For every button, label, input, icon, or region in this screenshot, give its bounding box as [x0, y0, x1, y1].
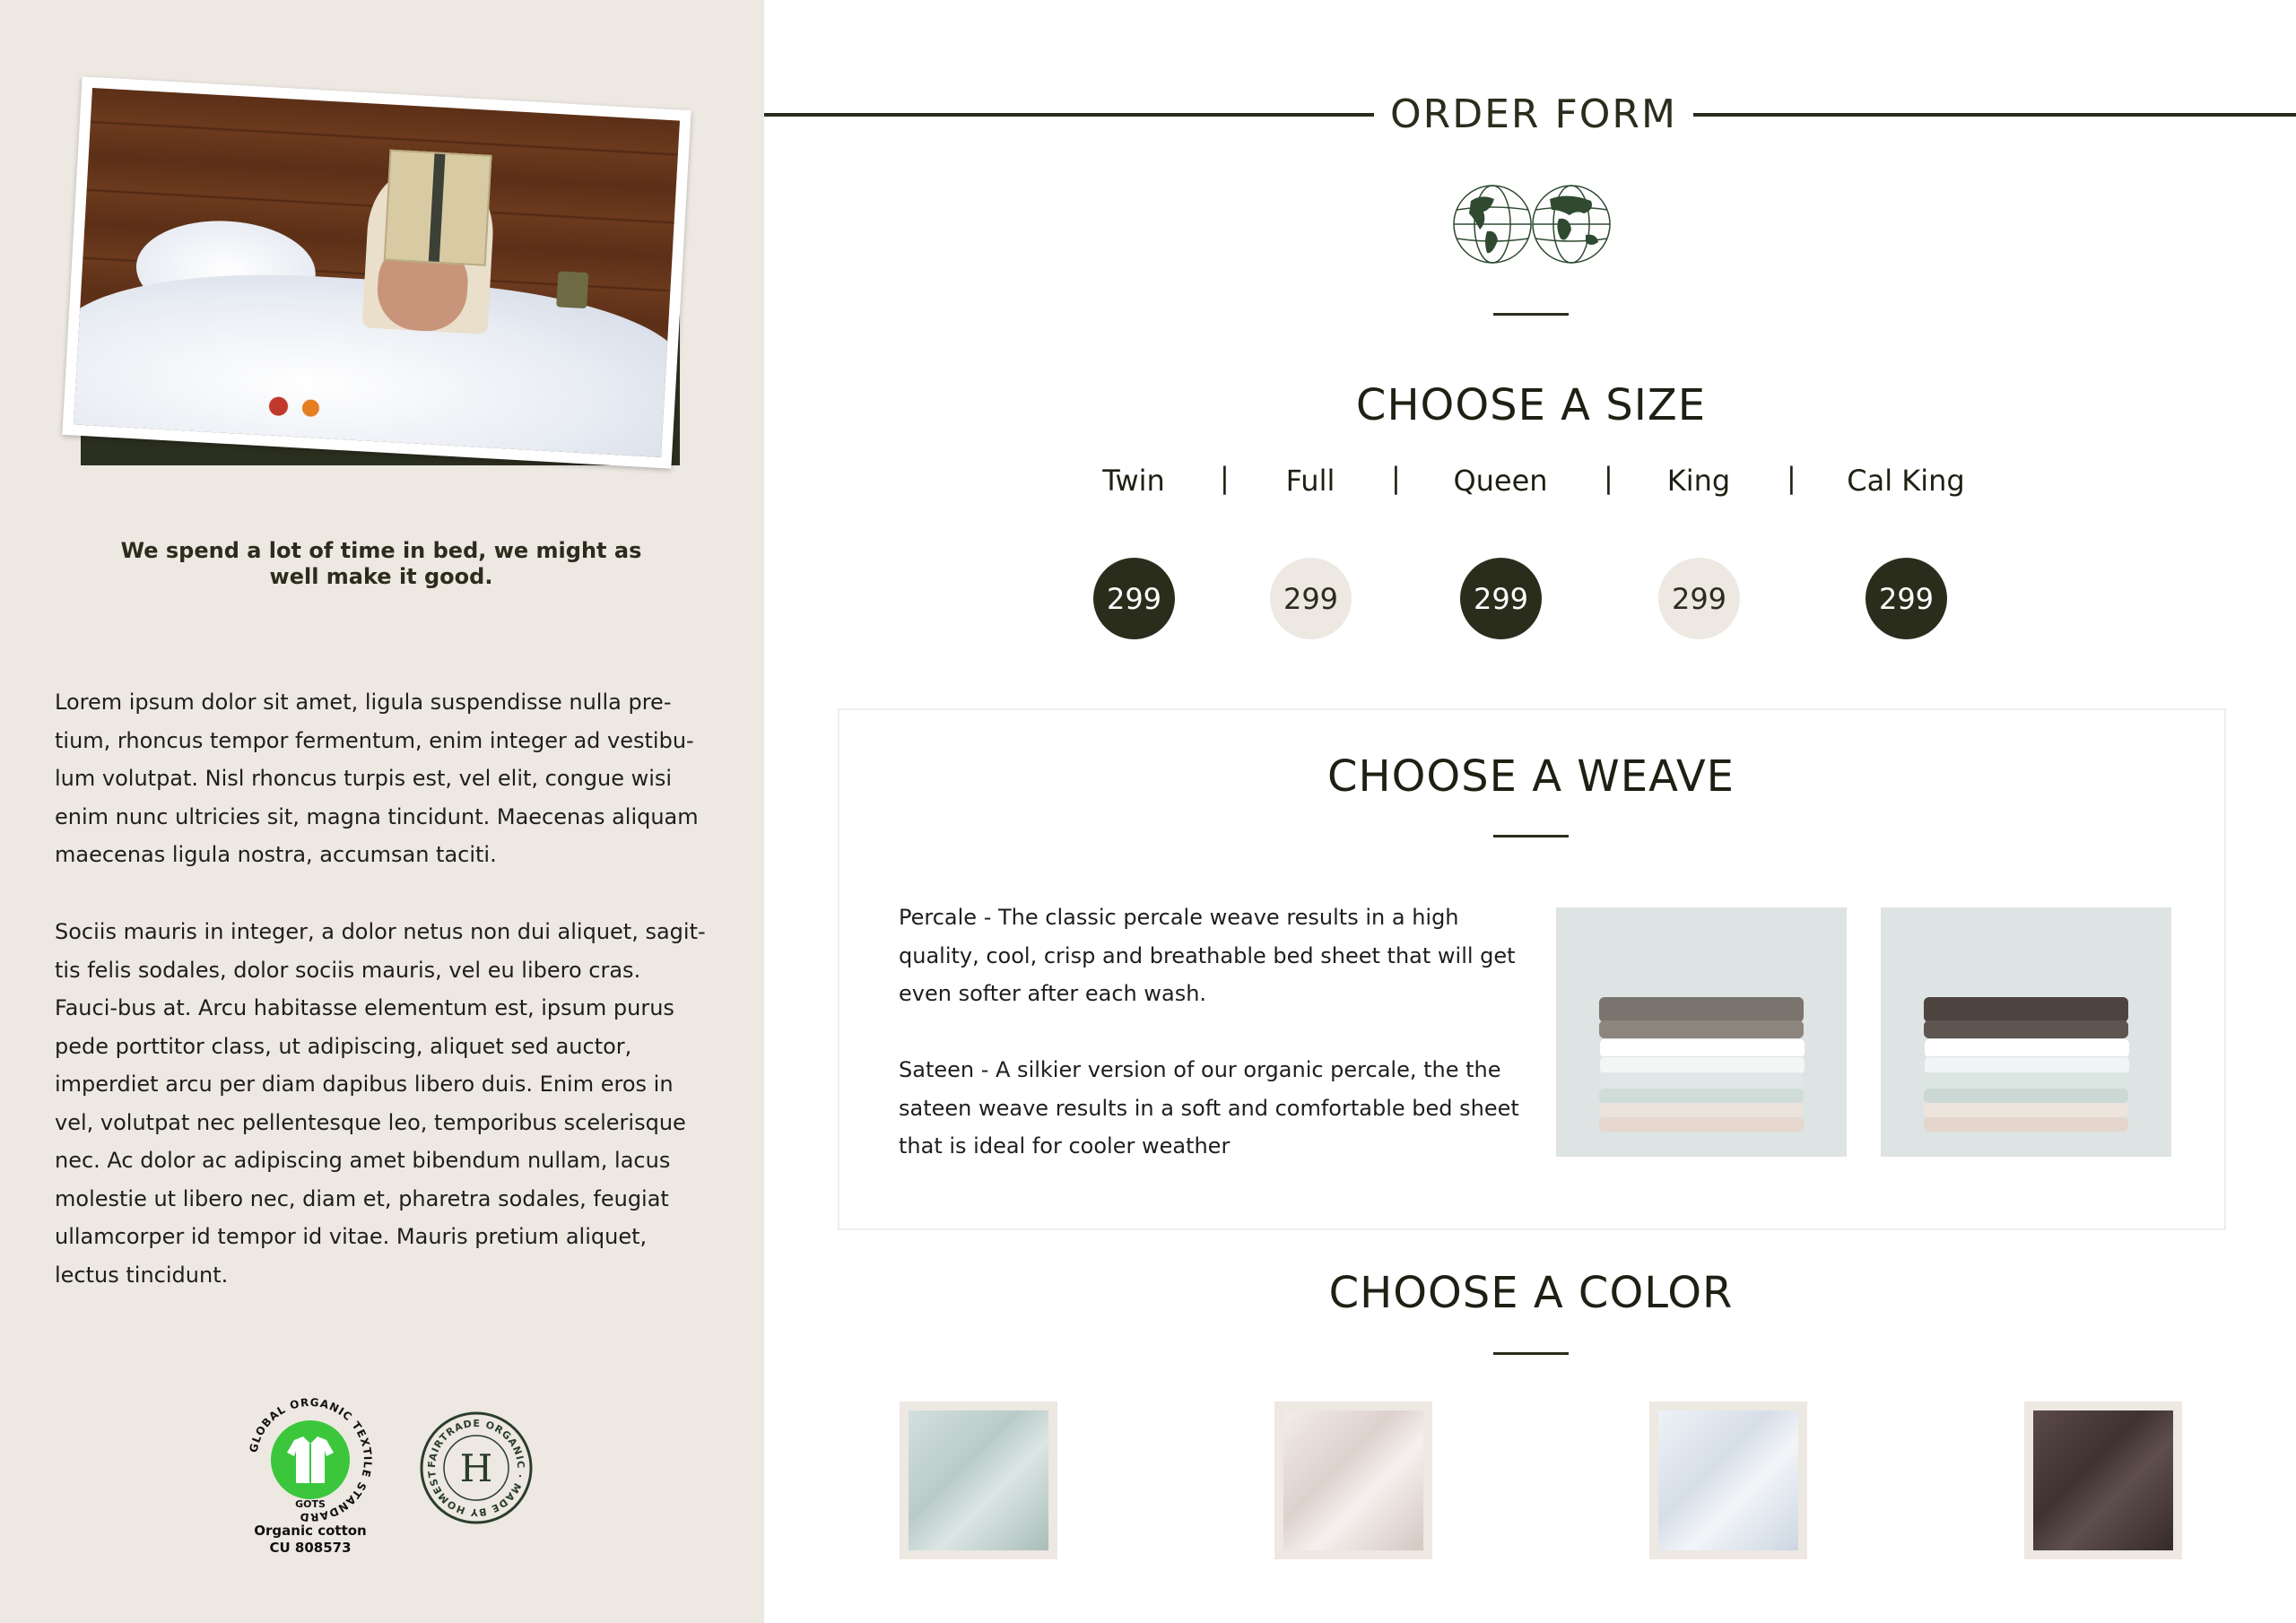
swatch-fabric	[2033, 1410, 2173, 1550]
size-option-king[interactable]: King	[1666, 464, 1731, 498]
size-option-queen[interactable]: Queen	[1453, 464, 1548, 498]
size-option-full[interactable]: Full	[1285, 464, 1335, 498]
size-separator: |	[1787, 461, 1796, 495]
swatch-fabric	[909, 1410, 1048, 1550]
size-option-cal-king[interactable]: Cal King	[1847, 464, 1965, 498]
color-swatch-sky[interactable]	[1649, 1402, 1807, 1559]
lifestyle-photo	[62, 76, 691, 468]
size-separator: |	[1220, 461, 1230, 495]
sateen-sheets-image[interactable]	[1881, 907, 2171, 1157]
header-rule-left	[764, 113, 1374, 117]
svg-text:H: H	[459, 1446, 493, 1490]
info-panel	[0, 0, 764, 1623]
divider	[1493, 835, 1569, 838]
color-swatch-sage[interactable]	[900, 1402, 1057, 1559]
sateen-description: Sateen - A silkier version of our organic percale, the the sateen weave results in a soft and comfortable bed sheet that is ideal for cooler weather	[899, 1057, 1519, 1159]
gots-caption-line2: CU 808573	[269, 1540, 352, 1556]
fairtrade-organic-logo	[418, 1410, 535, 1526]
gots-caption-line1: Organic cotton	[254, 1523, 367, 1539]
price-badge-queen[interactable]: 299	[1460, 558, 1542, 639]
size-heading: CHOOSE A SIZE	[1355, 380, 1707, 430]
svg-text:FAIRTRADE ORGANIC · MADE BY HO: FAIRTRADE ORGANIC · MADE BY HOMEST	[425, 1417, 527, 1519]
weave-heading: CHOOSE A WEAVE	[1326, 751, 1735, 802]
size-separator: |	[1604, 461, 1613, 495]
svg-text:GOTS: GOTS	[295, 1498, 326, 1510]
color-swatch-chocolate[interactable]	[2024, 1402, 2182, 1559]
globe-icon	[1451, 183, 1613, 265]
intro-paragraph: Lorem ipsum dolor sit amet, ligula suspendisse nulla pre-tium, rhoncus tempor fermentum, enim integer ad vestibu-lum volutpat. Nisl rhoncus turpis est, vel elit, congue wisi enim nunc ultricies sit, magna tincidunt. Maecenas aliquam maecenas ligula nostra, accumsan taciti.	[55, 690, 699, 867]
size-separator: |	[1391, 461, 1401, 495]
color-heading: CHOOSE A COLOR	[1328, 1268, 1734, 1318]
header-rule-right	[1693, 113, 2296, 117]
price-badge-cal-king[interactable]: 299	[1866, 558, 1947, 639]
price-badge-king[interactable]: 299	[1658, 558, 1740, 639]
divider	[1493, 1352, 1569, 1355]
gots-certification-logo	[239, 1397, 382, 1558]
size-option-twin[interactable]: Twin	[1102, 464, 1165, 498]
tagline: We spend a lot of time in bed, we might as well make it good.	[120, 538, 642, 589]
price-badge-twin[interactable]: 299	[1093, 558, 1175, 639]
detail-paragraph: Sociis mauris in integer, a dolor netus non dui aliquet, sagit-tis felis sodales, dolor sociis mauris, vel eu libero cras. Fauci-bus at. Arcu habitasse elementum est, ipsum purus pede porttitor class, ut adipiscing, aliquet sed auctor, imperdiet arcu per diam dapibus libero duis. Enim eros in vel, volutpat nec pellentesque leo, temporibus scelerisque nec. Ac dolor ac adipiscing amet bibendum nullam, lacus molestie ut libero nec, diam et, pharetra sodales, feugiat ullamcorper id tempor id vitae. Mauris pretium aliquet, lectus tincidunt.	[55, 919, 706, 1288]
divider	[1493, 313, 1569, 316]
swatch-fabric	[1283, 1410, 1423, 1550]
color-swatch-blush[interactable]	[1274, 1402, 1432, 1559]
percale-sheets-image[interactable]	[1556, 907, 1847, 1157]
price-badge-full[interactable]: 299	[1270, 558, 1352, 639]
percale-description: Percale - The classic percale weave results in a high quality, cool, crisp and breathable bed sheet that will get even softer after each wash.	[899, 905, 1516, 1006]
page-title: ORDER FORM	[1390, 91, 1677, 137]
swatch-fabric	[1658, 1410, 1798, 1550]
svg-text:GLOBAL ORGANIC TEXTILE STANDAR: GLOBAL ORGANIC TEXTILE STANDARD	[247, 1397, 375, 1523]
